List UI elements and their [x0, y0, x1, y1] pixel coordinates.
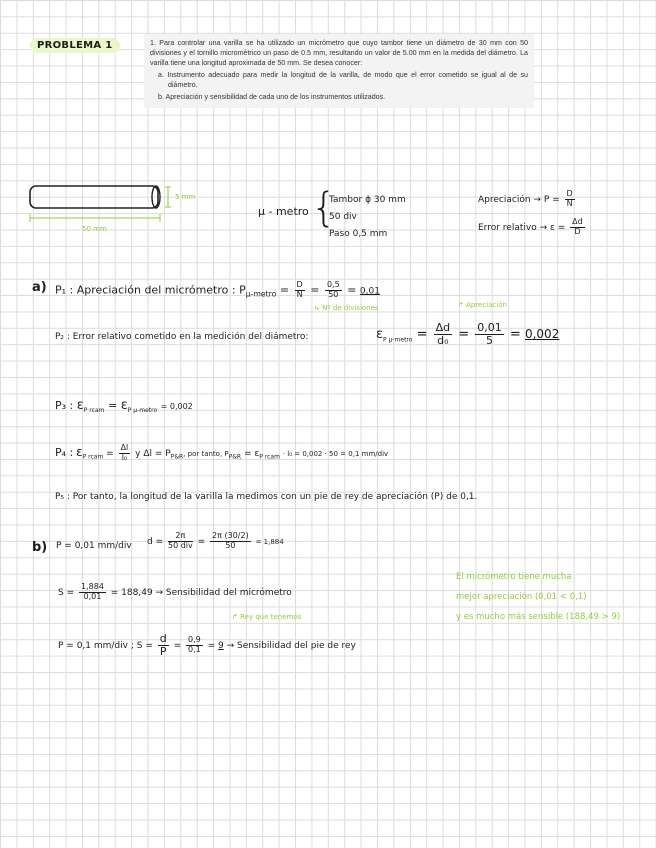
p2-label: P₂ : Error relativo cometido en la medición del diámetro: [55, 332, 309, 342]
rod-diagram [28, 180, 208, 240]
problem-tag: PROBLEMA 1 [30, 38, 120, 53]
p2-note: ↱ Apreciación [458, 301, 507, 309]
statement-intro: 1. Para controlar una varilla se ha utilizado un micrómetro que cuyo tambor tiene un diámetro de 30 mm con 50 divisiones y el tornillo micrométrico un paso de 0.5 mm, resultando un valor de 5.00 mm en la medida del diámetro. La varilla tiene una longitud aproximada de 50 mm. Se desea conocer: [150, 39, 528, 67]
brace-icon: { [311, 185, 337, 231]
micrometer-drum: Tambor ϕ 30 mm [329, 195, 406, 205]
p4-line: P₄ : $\varepsilon_{P rcam}$ = $\frac{\Delta l}{\text{l₀}}$ y $\Delta l = P_{P\&R}$, por tanto, $P_{P\&R} = \varepsilon_{P rcam} \cdot l_0 = 0,002 \cdot 50 = 0,1$ mm/div [55, 443, 389, 462]
p3-line: P₃ : $\varepsilon_{P rcam} = \varepsilon_{P \mu-metro} = 0,002$ [55, 398, 193, 415]
part-a-label: a) [32, 280, 47, 295]
diameter-label: 5 mm [175, 193, 196, 201]
length-label: 50 mm [82, 225, 107, 233]
micrometer-divisions: 50 div [329, 212, 357, 222]
pie-note: ↱ Rey que tenemos [232, 613, 302, 621]
p5-line: P₅ : Por tanto, la longitud de la varilla la medimos con un pie de rey de apreciación (P) de 0,1. [55, 492, 478, 502]
rod-body [30, 186, 158, 208]
p1-note: ↳ Nº de divisiones [314, 304, 379, 312]
micrometer-label: μ - metro [258, 205, 309, 218]
b-s2-equation: P = 0,1 mm/div ; S = $\frac{d}{P}$ = $\frac{0,9}{0,1}$ = 9 → Sensibilidad del pie de rey [58, 632, 356, 659]
statement-item-a: a. Instrumento adecuado para medir la longitud de la varilla, de modo que el error cometido se igual al de su diámetro. [158, 71, 528, 89]
micrometer-pitch: Paso 0,5 mm [329, 229, 388, 239]
problem-statement [144, 34, 534, 108]
p2-equation: $\varepsilon_{P \mu-metro}$ = $\frac{\Delta d}{\text{d₀}}$ = $\frac{0,01}{5}$ = 0,002 [376, 321, 560, 348]
b-d-equation: d = $\frac{2\pi}{\text{50 div}}$ = $\frac{2\pi (30/2)}{50}$ = 1,884 [147, 531, 284, 550]
statement-item-b: b. Apreciación y sensibilidad de cada uno de los instrumentos utilizados. [158, 93, 386, 101]
aprec-formula: Apreciación → P = $\frac{D}{N}$ [478, 189, 573, 208]
part-b-label: b) [32, 540, 48, 555]
b-p-line: P = 0,01 mm/div [56, 541, 132, 551]
error-formula: Error relativo → ε = $\frac{\Delta d}{D}$ [478, 217, 583, 236]
p1-line: P₁ : Apreciación del micrómetro : $P_{\mu-metro}$ = $\frac{D}{N}$ = $\frac{0,5}{50}$ = 0,01 [55, 280, 380, 299]
b-s-equation: S = $\frac{1,884}{0,01}$ = 188,49 → Sensibilidad del micrómetro [58, 582, 292, 601]
side-note: El micrómetro tiene mucha mejor apreciación (0,01 < 0,1) y es mucho más sensible (188,49 > 9) [456, 572, 621, 622]
